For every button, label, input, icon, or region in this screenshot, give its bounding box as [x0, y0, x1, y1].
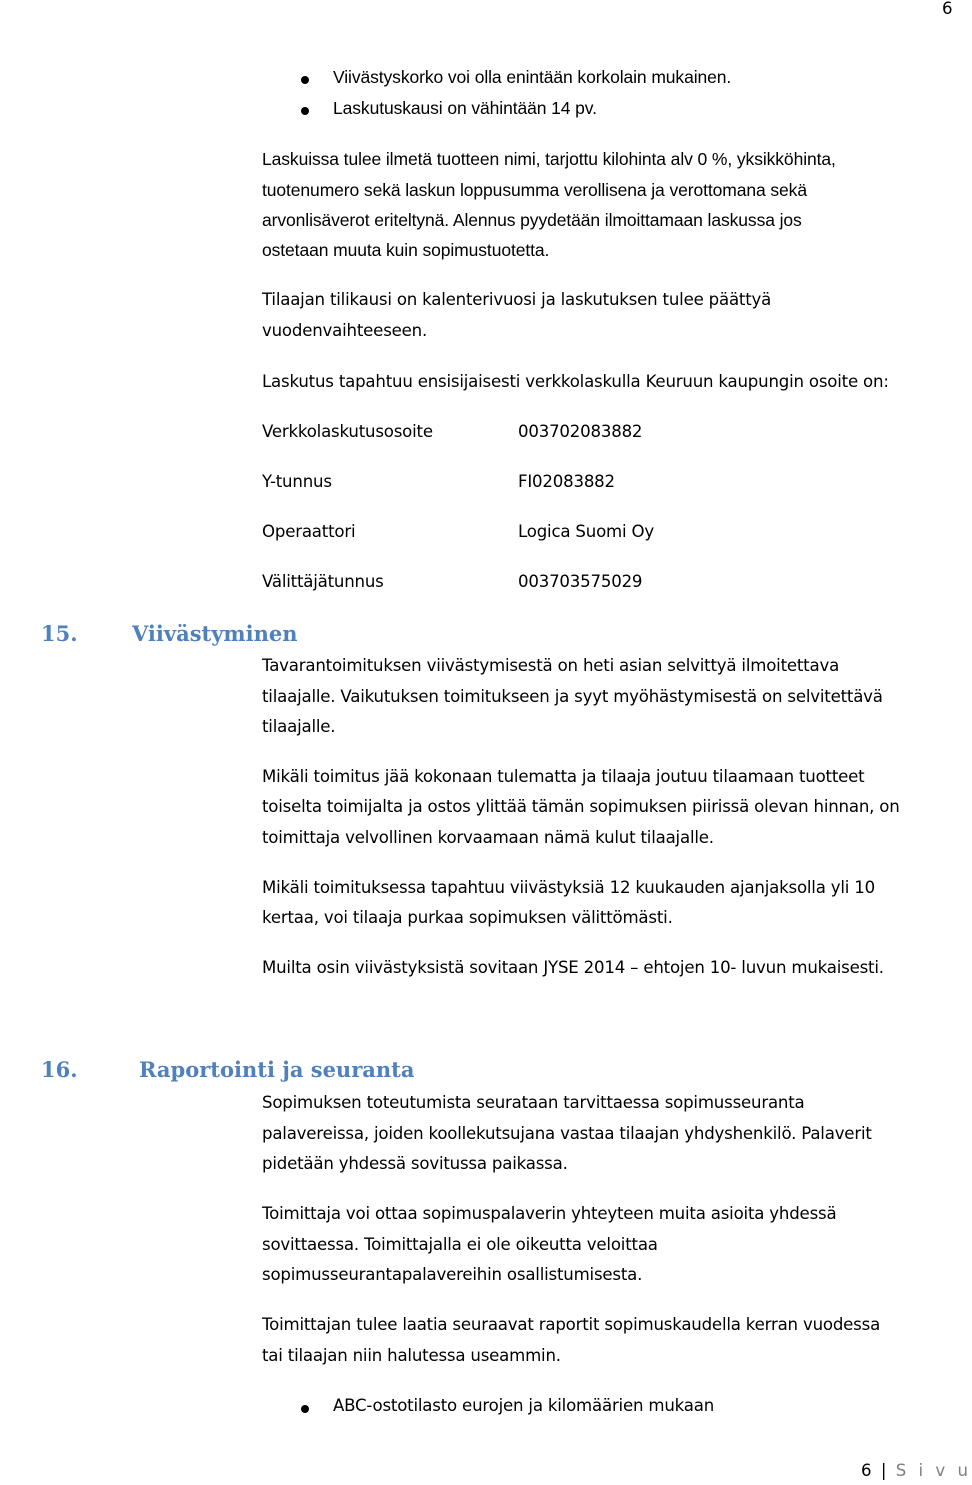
invoice-paragraph-line: ostetaan muuta kuin sopimustuotetta. — [262, 240, 550, 260]
section15-line: toiselta toimijalta ja ostos ylittää tämän sopimuksen piirissä olevan hinnan, on — [262, 797, 900, 816]
billing-value: 003702083882 — [518, 422, 643, 441]
invoice-paragraph-line: Laskuissa tulee ilmetä tuotteen nimi, tarjottu kilohinta alv 0 %, yksikköhinta, — [262, 149, 836, 169]
invoice-paragraph-line: tuotenumero sekä laskun loppusumma verollisena ja verottomana sekä — [262, 180, 807, 200]
section-title: Viivästyminen — [132, 621, 298, 646]
billing-value: Logica Suomi Oy — [518, 522, 654, 541]
section15-line: tilaajalle. Vaikutuksen toimitukseen ja syyt myöhästymisestä on selvitettävä — [262, 687, 883, 706]
footer-label: S i v u — [895, 1461, 972, 1480]
billing-label: Operaattori — [262, 522, 356, 541]
billing-value: FI02083882 — [518, 472, 615, 491]
section15-line: toimittaja velvollinen korvaamaan nämä kulut tilaajalle. — [262, 828, 714, 847]
section15-line: Mikäli toimituksessa tapahtuu viivästyksiä 12 kuukauden ajanjaksolla yli 10 — [262, 878, 875, 897]
billing-label: Välittäjätunnus — [262, 572, 384, 591]
footer — [861, 1461, 972, 1480]
section16-line: tai tilaajan niin halutessa useammin. — [262, 1346, 561, 1365]
billing-label: Y-tunnus — [262, 472, 332, 491]
section16-line: Toimittajan tulee laatia seuraavat raportit sopimuskaudella kerran vuodessa — [262, 1315, 881, 1334]
fiscal-paragraph-line: vuodenvaihteeseen. — [262, 321, 428, 340]
section15-line: Tavarantoimituksen viivästymisestä on heti asian selvittyä ilmoitettava — [262, 656, 840, 675]
bullet-icon — [301, 76, 309, 84]
bullet-item: ABC-ostotilasto eurojen ja kilomäärien mukaan — [333, 1396, 715, 1415]
section16-line: sopimusseurantapalavereihin osallistumisesta. — [262, 1265, 643, 1284]
invoice-paragraph-line: arvonlisäverot eriteltynä. Alennus pyydetään ilmoittamaan laskussa jos — [262, 210, 802, 230]
footer-separator: | — [880, 1461, 887, 1480]
billing-value: 003703575029 — [518, 572, 643, 591]
einvoice-intro: Laskutus tapahtuu ensisijaisesti verkkolaskulla Keuruun kaupungin osoite on: — [262, 372, 889, 391]
section-number: 16. — [41, 1057, 78, 1082]
section-title: Raportointi ja seuranta — [139, 1057, 415, 1082]
bullet-item: Viivästyskorko voi olla enintään korkolain mukainen. — [333, 67, 732, 87]
header-page-number: 6 — [942, 0, 953, 18]
section15-line: kertaa, voi tilaaja purkaa sopimuksen välittömästi. — [262, 908, 673, 927]
section15-line: Mikäli toimitus jää kokonaan tulematta ja tilaaja joutuu tilaamaan tuotteet — [262, 767, 865, 786]
section16-line: Toimittaja voi ottaa sopimuspalaverin yhteyteen muita asioita yhdessä — [262, 1204, 837, 1223]
section15-line: Muilta osin viivästyksistä sovitaan JYSE 2014 – ehtojen 10- luvun mukaisesti. — [262, 958, 884, 977]
section16-line: palavereissa, joiden koollekutsujana vastaa tilaajan yhdyshenkilö. Palaverit — [262, 1124, 872, 1143]
section-number: 15. — [41, 621, 78, 646]
bullet-icon — [301, 107, 309, 115]
bullet-item: Laskutuskausi on vähintään 14 pv. — [333, 98, 597, 118]
footer-page-number: 6 — [861, 1461, 872, 1480]
section16-line: Sopimuksen toteutumista seurataan tarvittaessa sopimusseuranta — [262, 1093, 805, 1112]
section16-line: sovittaessa. Toimittajalla ei ole oikeutta veloittaa — [262, 1235, 658, 1254]
billing-label: Verkkolaskutusosoite — [262, 422, 433, 441]
section15-line: tilaajalle. — [262, 717, 336, 736]
bullet-icon — [301, 1405, 309, 1413]
section16-line: pidetään yhdessä sovitussa paikassa. — [262, 1154, 568, 1173]
fiscal-paragraph-line: Tilaajan tilikausi on kalenterivuosi ja laskutuksen tulee päättyä — [262, 290, 772, 309]
